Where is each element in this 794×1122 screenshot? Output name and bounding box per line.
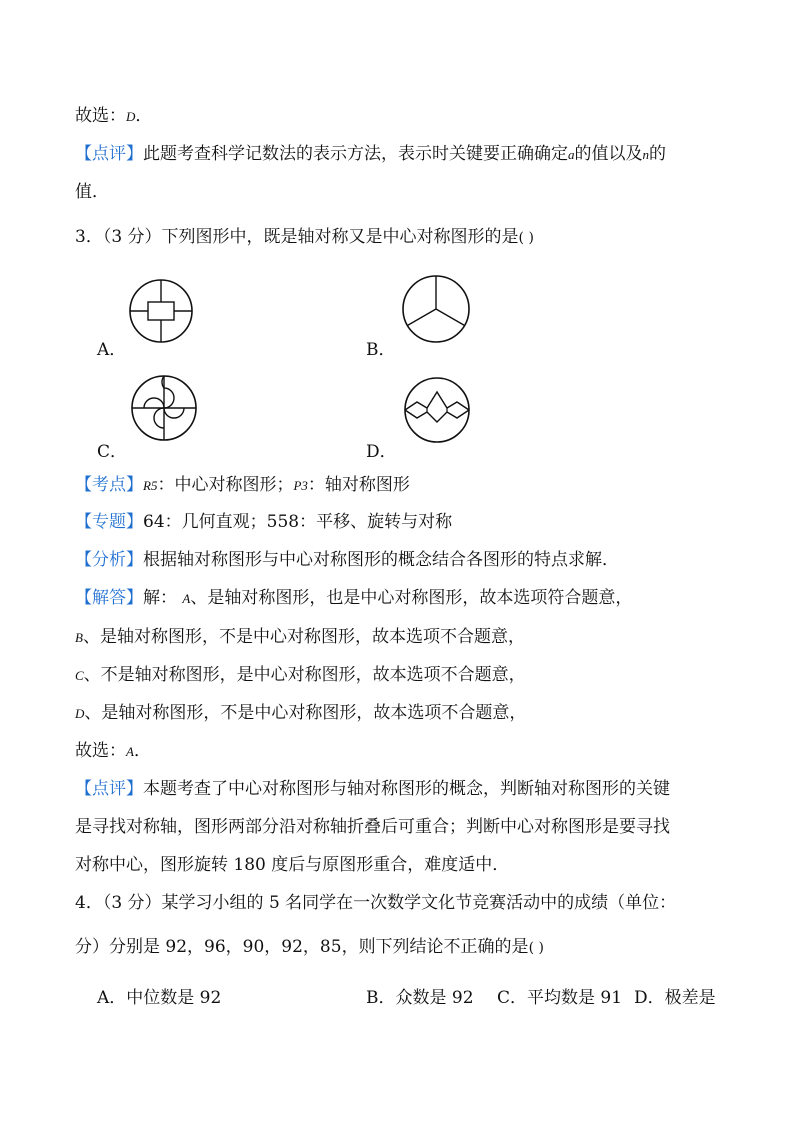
kaodian-code-2: P3 <box>293 478 308 493</box>
answer-text-a: 、是轴对称图形，也是中心对称图形，故本选项符合题意， <box>190 588 633 608</box>
figure-d <box>403 376 471 444</box>
figure-b <box>401 274 471 344</box>
q3-stem <box>75 226 724 249</box>
var-a: a <box>568 147 575 162</box>
q3-selected <box>75 740 724 763</box>
kaodian-code-1: R5 <box>143 478 158 493</box>
fenxi-tag: 【分析】 <box>75 550 143 570</box>
q2-review-text-2: 的值以及 <box>574 144 643 164</box>
q3-answer-b <box>75 626 724 649</box>
q2-review-line <box>75 143 724 166</box>
jieda-intro: 解： <box>143 588 177 608</box>
kaodian-text-1: ：中心对称图形； <box>157 475 294 495</box>
answer-text-b: 、是轴对称图形，不是中心对称图形，故本选项不合题意， <box>82 627 525 647</box>
q3-review-text-3: 对称中心，图形旋转 180 度后与原图形重合，难度适中． <box>75 855 510 875</box>
fenxi-text: 根据轴对称图形与中心对称图形的概念结合各图形的特点求解． <box>143 550 619 570</box>
q3-option-a-label: A． <box>97 340 127 360</box>
q3-review-text-1: 本题考查了中心对称图形与轴对称图形的概念，判断轴对称图形的关键 <box>143 779 670 799</box>
q3-selected-label: 故选： <box>75 741 126 761</box>
zhuanti-tag: 【专题】 <box>75 512 143 532</box>
figure-c <box>130 374 198 442</box>
q3-review-tag: 【点评】 <box>75 779 143 799</box>
figure-a <box>128 278 194 344</box>
q4-answer-paren: ( ) <box>528 940 544 956</box>
q2-review-text-4: 值． <box>75 182 109 202</box>
q2-review-tag: 【点评】 <box>75 144 143 164</box>
q4-stem-line-1 <box>75 892 724 914</box>
q3-review-text-2: 是寻找对称轴，图形两部分沿对称轴折叠后可重合；判断中心对称图形是要寻找 <box>75 817 670 837</box>
q4-option-d: D．极差是 <box>634 988 716 1008</box>
q2-selected-label: 故选： <box>75 106 126 126</box>
q3-answer-paren: ( ) <box>518 230 534 246</box>
q2-selected-letter: D <box>126 109 136 124</box>
q4-stem-text-1: 4．（3 分）某学习小组的 5 名同学在一次数学文化节竞赛活动中的成绩（单位： <box>75 893 677 913</box>
q3-review-line-3 <box>75 854 724 876</box>
q3-review-line-2 <box>75 816 724 838</box>
answer-letter-b: B <box>75 630 83 645</box>
q3-selected-end: ． <box>133 741 151 761</box>
q3-kaodian <box>75 474 724 497</box>
answer-letter-a: A <box>182 591 191 606</box>
q2-review-line-2 <box>75 181 724 203</box>
q3-zhuanti <box>75 511 724 533</box>
q4-stem-text-2: 分）分别是 92，96，90，92，85，则下列结论不正确的是 <box>75 937 529 957</box>
q3-review-line-1 <box>75 778 724 800</box>
q3-selected-letter: A <box>126 744 134 759</box>
q4-stem-line-2 <box>75 936 724 959</box>
q2-review-text-1: 此题考查科学记数法的表示方法，表示时关键要正确确定 <box>143 144 568 164</box>
zhuanti-text: 64：几何直观；558：平移、旋转与对称 <box>143 512 453 532</box>
kaodian-tag: 【考点】 <box>75 475 143 495</box>
q4-option-a: A．中位数是 92 <box>97 988 222 1008</box>
q3-answer-c <box>75 664 724 687</box>
q4-option-c: C．平均数是 91 <box>497 988 623 1008</box>
q3-jieda <box>75 587 724 610</box>
q3-stem-text: 3．（3 分）下列图形中，既是轴对称又是中心对称图形的是 <box>75 227 519 247</box>
q4-option-b: B．众数是 92 <box>366 988 474 1008</box>
answer-letter-d: D <box>75 706 85 721</box>
answer-letter-c: C <box>75 668 84 683</box>
q3-answer-d <box>75 702 724 725</box>
q3-option-c-label: C． <box>97 442 128 462</box>
q2-answer-line <box>75 105 724 128</box>
q3-option-b-label: B． <box>366 340 396 360</box>
answer-text-d: 、是轴对称图形，不是中心对称图形，故本选项不合题意， <box>84 703 527 723</box>
q2-review-text-3: 的 <box>649 144 666 164</box>
var-n: n <box>642 147 649 162</box>
q3-option-d-label: D． <box>366 442 397 462</box>
q2-selected-end: ． <box>135 106 153 126</box>
answer-text-c: 、不是轴对称图形，是中心对称图形，故本选项不合题意， <box>83 665 526 685</box>
kaodian-text-2: ：轴对称图形 <box>307 475 410 495</box>
q3-fenxi <box>75 549 724 571</box>
jieda-tag: 【解答】 <box>75 588 143 608</box>
